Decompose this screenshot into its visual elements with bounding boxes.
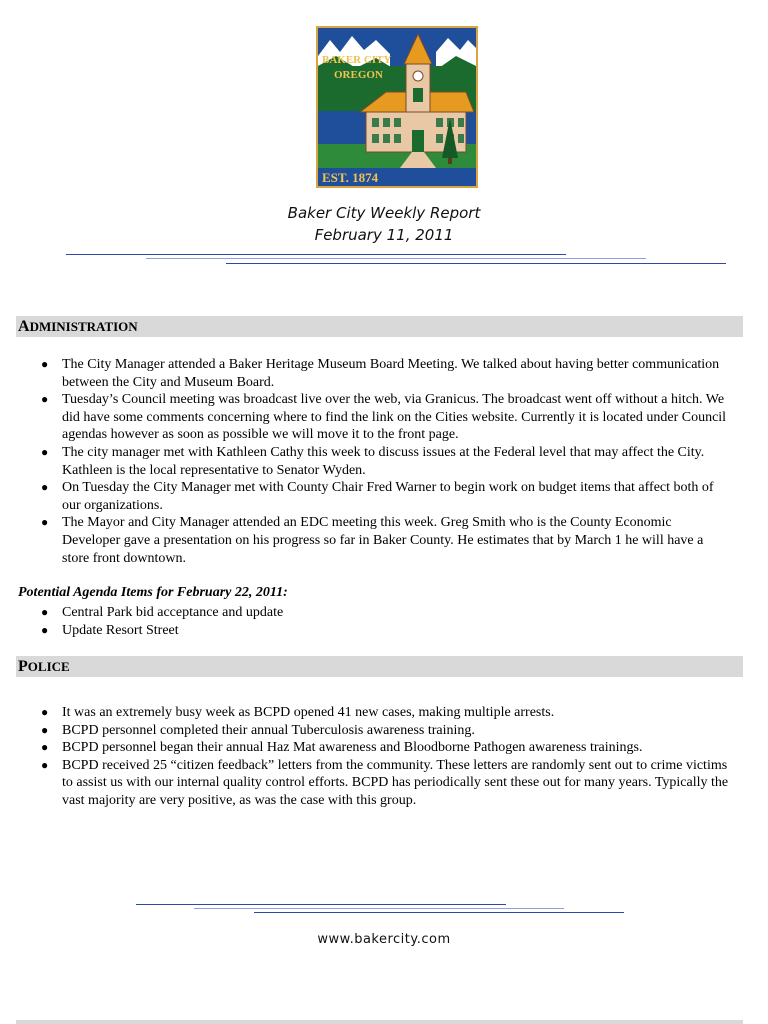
header-rule-1 [66, 254, 566, 255]
bullet-icon: ● [41, 757, 49, 772]
list-item: ● The city manager met with Kathleen Cathy this week to discuss issues at the Federal level that may affect the City. Kathleen is the local representative to Senator Wyden. [41, 444, 705, 478]
list-item: ● On Tuesday the City Manager met with County Chair Fred Warner to begin work on budget items that affect both of our organizations. [41, 480, 714, 513]
list-item: ● The Mayor and City Manager attended an EDC meeting this week. Greg Smith who is the County Economic Developer gave a presentation on his progress so far in Baker County. He estimates that by March 1 he will have a store front downtown. [41, 515, 704, 566]
list-item: ● Central Park bid acceptance and update [41, 605, 284, 620]
logo-text-line1: BAKER CITY [322, 54, 392, 66]
list-item: ● Update Resort Street [41, 622, 179, 638]
logo-text-line2: OREGON [334, 69, 383, 81]
footer-rule-3 [254, 912, 624, 913]
bullet-icon: ● [41, 444, 49, 459]
agenda-heading: Potential Agenda Items for February 22, 2011: [18, 585, 288, 600]
logo-est-text: EST. 1874 [322, 170, 379, 185]
bullet-icon: ● [41, 740, 49, 755]
list-item: ● BCPD personnel began their annual Haz Mat awareness and Bloodborne Pathogen awareness trainings. [41, 740, 643, 756]
website-link[interactable]: www.bakercity.com [317, 932, 451, 947]
header-rule-2 [146, 258, 646, 259]
baker-city-logo [316, 26, 478, 188]
footer-rule-2 [194, 908, 564, 909]
police-list [41, 704, 730, 810]
bullet-icon: ● [41, 515, 49, 530]
bullet-icon: ● [41, 357, 49, 371]
page-bottom-bar [16, 1020, 743, 1024]
report-date: February 11, 2011 [314, 226, 454, 244]
section-heading-police: POLICE [16, 656, 743, 677]
bullet-icon: ● [41, 480, 49, 495]
bullet-icon: ● [41, 605, 49, 619]
report-title: Baker City Weekly Report [287, 204, 481, 222]
bullet-icon: ● [41, 722, 49, 737]
list-item: ● It was an extremely busy week as BCPD opened 41 new cases, making multiple arrests. [41, 705, 555, 720]
header-rule-3 [226, 263, 726, 264]
bullet-icon: ● [41, 622, 49, 637]
list-item: ● The City Manager attended a Baker Heritage Museum Board Meeting. We talked about having better communication between the City and Museum Board. [41, 357, 720, 390]
list-item: ● BCPD personnel completed their annual Tuberculosis awareness training. [41, 722, 475, 738]
agenda-list [41, 604, 730, 639]
section-heading-administration: ADMINISTRATION [16, 316, 743, 337]
bullet-icon: ● [41, 392, 49, 407]
bullet-icon: ● [41, 705, 49, 719]
list-item: ● BCPD received 25 “citizen feedback” letters from the community. These letters are randomly sent out to crime victims to assist us with our internal quality control efforts. BCPD has periodically sent these out for many years. Typically the vast majority are very positive, as was the case with this group. [41, 757, 729, 808]
list-item: ● Tuesday’s Council meeting was broadcast live over the web, via Granicus. The broadcast went off without a hitch. We did have some comments concerning where to find the link on the Cities website. Currently it is located under Council agendas however as soon as possible we will move it to the front page. [41, 392, 727, 443]
footer-rule-1 [136, 904, 506, 905]
administration-list [41, 356, 730, 567]
